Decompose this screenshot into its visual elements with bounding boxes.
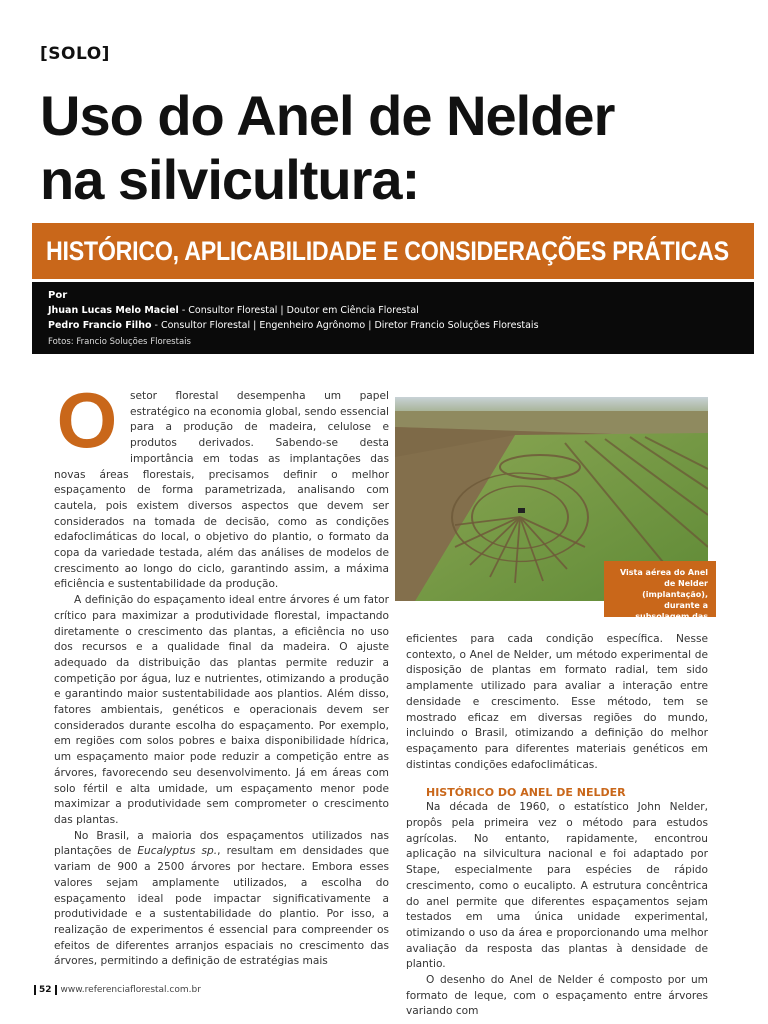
paragraph-3: No Brasil, a maioria dos espaçamentos utilizados nas plantações de Eucalyptus sp., resultam em densidades que variam de 900 a 2500 árvores por hectare. Embora esses valores sejam amplamente utilizados, a escolha do espaçamento ideal pode impactar significativamente a produtividade e a sustentabilidade do plantio. Por isso, a realização de experimentos é essencial para compreender os efeitos de diferentes arranjos espaciais no crescimento das árvores, permitindo a definição de estratégias mais bbox=[54, 829, 390, 968]
subtitle: HISTÓRICO, APLICABILIDADE E CONSIDERAÇÕES PRÁTICAS bbox=[46, 236, 729, 266]
paragraph-1 bbox=[54, 389, 389, 593]
paragraph-2: A definição do espaçamento ideal entre árvores é um fator crítico para maximizar a produtividade florestal, impactando diretamente o crescimento das plantas, a eficiência no uso dos recursos e a qualidade final da madeira. O ajuste adequado da distribuição das plantas permite reduzir a competição por água, luz e nutrientes, otimizando a produção e garantindo maior sustentabilidade aos plantios. Além disso, fatores ambientais, genéticos e operacionais devem ser considerados durante escolha do espaçamento. Por exemplo, em regiões com solos pobres e baixa disponibilidade hídrica, um espaçamento maior pode reduzir a competição entre as árvores, favorecendo seu desenvolvimento. Já em áreas com solo fértil e alta umidade, um espaçamento menor pode maximizar a produtividade sem comprometer o crescimento das plantas. bbox=[54, 594, 389, 826]
drop-cap bbox=[54, 389, 120, 451]
footer bbox=[34, 985, 201, 995]
paragraph-1-text: setor florestal desempenha um papel estratégico na economia global, sendo essencial para a produção de madeira, celulose e produtos derivados. Sabendo-se desta importância em todas as implantações das novas áreas florestais, precisamos definir o melhor espaçamento de forma parametrizada, analisando com cautela, pois existem diversos aspectos que devem ser considerados na tomada de decisão, como as condições edafoclimáticas do local, o objetivo do plantio, o formato da copa da variedade testada, além das análises de modelos de crescimento ao longo do ciclo, garantindo assim, a máxima eficiência e sustentabilidade da produção. bbox=[54, 390, 389, 591]
paragraph-5: Na década de 1960, o estatístico John Nelder, propôs pela primeira vez o método para estudos agrícolas. No entanto, rapidamente, encontrou aplicação na silvicultura nacional e foi adaptado por Stape, especialmente para espécies de rápido crescimento, como o eucalipto. A estrutura concêntrica do anel permite que diferentes espaçamentos sejam testados em uma única unidade experimental, otimizando o uso da área e proporcionando uma melhor avaliação da resposta das plantas à densidade de plantio. bbox=[406, 801, 708, 971]
section-heading-historico: HISTÓRICO DO ANEL DE NELDER bbox=[426, 786, 626, 800]
footer-url[interactable]: www.referenciaflorestal.com.br bbox=[60, 985, 201, 995]
page-title bbox=[40, 84, 740, 212]
paragraph-6: O desenho do Anel de Nelder é composto por um formato de leque, com o espaçamento entre árvores variando com bbox=[406, 974, 708, 1018]
species-name: Eucalyptus sp. bbox=[137, 845, 218, 858]
author-1-role: - Consultor Florestal | Doutor em Ciência Florestal bbox=[178, 305, 419, 316]
author-1 bbox=[48, 305, 419, 316]
photo-credit: Fotos: Francio Soluções Florestais bbox=[48, 337, 191, 347]
page-number: 52 bbox=[34, 985, 57, 995]
credits-band bbox=[32, 282, 754, 354]
section-tag: [SOLO] bbox=[40, 44, 110, 64]
author-2 bbox=[48, 320, 539, 331]
svg-text:O: O bbox=[56, 389, 118, 451]
subtitle-band bbox=[32, 223, 754, 279]
article-column-left bbox=[54, 389, 389, 970]
author-1-name: Jhuan Lucas Melo Maciel bbox=[48, 305, 179, 316]
article-column-right bbox=[406, 632, 708, 1020]
author-2-role: - Consultor Florestal | Engenheiro Agrônomo | Diretor Francio Soluções Florestais bbox=[151, 320, 539, 331]
photo-caption: Vista aérea do Anel de Nelder (implantação), durante a subsolagem das linhas de plantio bbox=[604, 561, 716, 617]
title-line-2: na silvicultura: bbox=[40, 148, 420, 211]
title-line-1: Uso do Anel de Nelder bbox=[40, 84, 615, 147]
author-2-name: Pedro Francio Filho bbox=[48, 320, 152, 331]
credits-by: Por bbox=[48, 290, 68, 301]
paragraph-4: eficientes para cada condição específica. Nesse contexto, o Anel de Nelder, um método experimental de disposição de plantas em formato radial, tem sido amplamente utilizado para avaliar a interação entre densidade e crescimento. Esse método, tem se mostrado eficaz em diversas regiões do mundo, incluindo o Brasil, otimizando a definição do melhor espaçamento para diferentes materiais genéticos em distintas condições edafoclimáticas. bbox=[406, 633, 708, 771]
